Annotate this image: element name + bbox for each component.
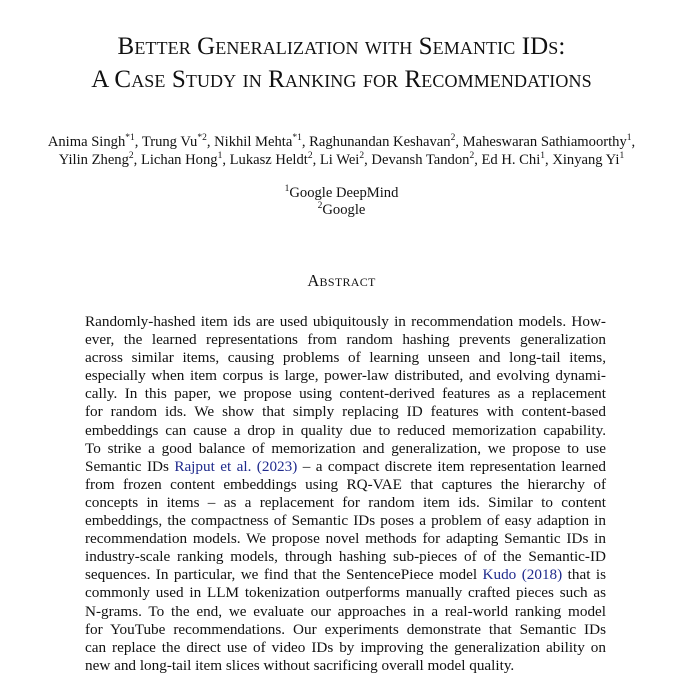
author-separator: , — [474, 152, 482, 168]
author-separator: , — [312, 152, 320, 168]
abstract-line: concepts in items – as a replacement for random item ids. Similar to content — [85, 493, 606, 511]
author-list — [0, 133, 683, 169]
abstract-line: embeddings, the compactness of Semantic IDs poses a problem of easy adaption in — [85, 512, 606, 530]
affiliation-2 — [0, 202, 683, 219]
abstract-line: cally. In this paper, we propose using content-derived features as a replacement — [85, 385, 606, 403]
abstract-body — [85, 313, 606, 675]
abstract-line: industry-scale ranking models, through hashing sub-pieces of of the Semantic-ID — [85, 548, 606, 566]
abstract-text: – a compact discrete item representation learned — [297, 457, 606, 475]
author-name: Maheswaran Sathiamoorthy — [462, 134, 627, 150]
affiliation-name: Google — [322, 202, 366, 218]
paper-title — [0, 30, 683, 96]
author-affiliation-mark: *1 — [292, 133, 302, 143]
author-affiliation-mark: 1 — [619, 151, 625, 161]
author-affiliation-mark: 2 — [128, 151, 134, 161]
abstract-line: can replace the direct use of video IDs by improving the generalization ability on — [85, 638, 606, 656]
author-name: Devansh Tandon — [371, 152, 470, 168]
abstract-line — [85, 458, 606, 476]
abstract-line: new and long-tail item slices without sacrificing overall model quality. — [85, 656, 515, 674]
author-affiliation-mark: 1 — [626, 133, 632, 143]
abstract-line: commonly used in LLM tokenization outperforms manually crafted pieces such as — [85, 584, 606, 602]
abstract-line: for random ids. We show that simply replacing ID features with content-based — [85, 403, 606, 421]
affiliation-name: Google DeepMind — [289, 185, 399, 201]
author-separator: , — [222, 152, 230, 168]
author-affiliation-mark: 1 — [540, 151, 546, 161]
author-separator: , — [455, 134, 463, 150]
author-name: Anima Singh — [47, 134, 126, 150]
author-name: Xinyang Yi — [552, 152, 620, 168]
citation-link-rajput-2023[interactable]: Rajput et al. (2023) — [174, 457, 298, 475]
abstract-line: ever, the learned representations from random hashing prevents generalization — [85, 331, 606, 349]
title-line-2: A Case Study in Ranking for Recommendations — [91, 66, 592, 93]
author-separator: , — [545, 152, 553, 168]
author-line-1 — [0, 133, 683, 151]
abstract-text: Semantic IDs — [85, 457, 175, 475]
author-affiliation-mark: *2 — [197, 133, 207, 143]
author-name: Lukasz Heldt — [229, 152, 308, 168]
author-name: Yilin Zheng — [58, 152, 129, 168]
abstract-line: especially when item corpus is large, power-law distributed, and evolving dynami- — [85, 367, 606, 385]
abstract-line: across similar items, causing problems of learning unseen and long-tail items, — [85, 349, 606, 367]
abstract-line: for YouTube recommendations. Our experiments demonstrate that Semantic IDs — [85, 620, 606, 638]
abstract-line: embeddings can cause a drop in quality due to reduced memorization capability. — [85, 421, 606, 439]
author-separator: , — [631, 134, 636, 150]
author-name: Li Wei — [319, 152, 360, 168]
author-name: Lichan Hong — [140, 152, 218, 168]
abstract-line: N-grams. To the end, we evaluate our approaches in a real-world ranking model — [85, 602, 606, 620]
author-name: Trung Vu — [141, 134, 198, 150]
abstract-line: To strike a good balance of memorization and generalization, we propose to use — [85, 439, 606, 457]
abstract-line: Randomly-hashed item ids are used ubiquitously in recommendation models. How- — [85, 313, 606, 330]
abstract-line: recommendation models. We propose novel methods for adapting Semantic IDs in — [85, 530, 606, 548]
author-affiliation-mark: 2 — [450, 133, 456, 143]
author-affiliation-mark: *1 — [125, 133, 135, 143]
citation-link-kudo-2018[interactable]: Kudo (2018) — [482, 566, 563, 584]
author-separator: , — [301, 134, 310, 150]
author-separator: , — [364, 152, 372, 168]
affiliation-mark: 2 — [317, 201, 323, 211]
author-affiliation-mark: 1 — [217, 151, 223, 161]
abstract-heading: Abstract — [307, 271, 376, 290]
author-separator: , — [206, 134, 215, 150]
author-name: Nikhil Mehta — [214, 134, 293, 150]
title-line-1: Better Generalization with Semantic IDs: — [117, 33, 566, 60]
abstract-text: that is — [562, 566, 607, 584]
author-separator: , — [134, 134, 142, 150]
abstract-text: sequences. In particular, we find that the SentencePiece model — [85, 566, 483, 584]
author-affiliation-mark: 2 — [307, 151, 313, 161]
author-name: Ed H. Chi — [481, 152, 541, 168]
author-separator: , — [133, 152, 141, 168]
abstract-line — [85, 566, 606, 584]
author-affiliation-mark: 2 — [359, 151, 365, 161]
affiliation-mark: 1 — [284, 184, 290, 194]
abstract-line: from frozen content embeddings using RQ-VAE that captures the hierarchy of — [85, 475, 606, 493]
affiliation-list — [0, 185, 683, 219]
author-affiliation-mark: 2 — [469, 151, 475, 161]
affiliation-1 — [0, 185, 683, 202]
author-name: Raghunandan Keshavan — [309, 134, 451, 150]
author-line-2 — [0, 151, 683, 169]
